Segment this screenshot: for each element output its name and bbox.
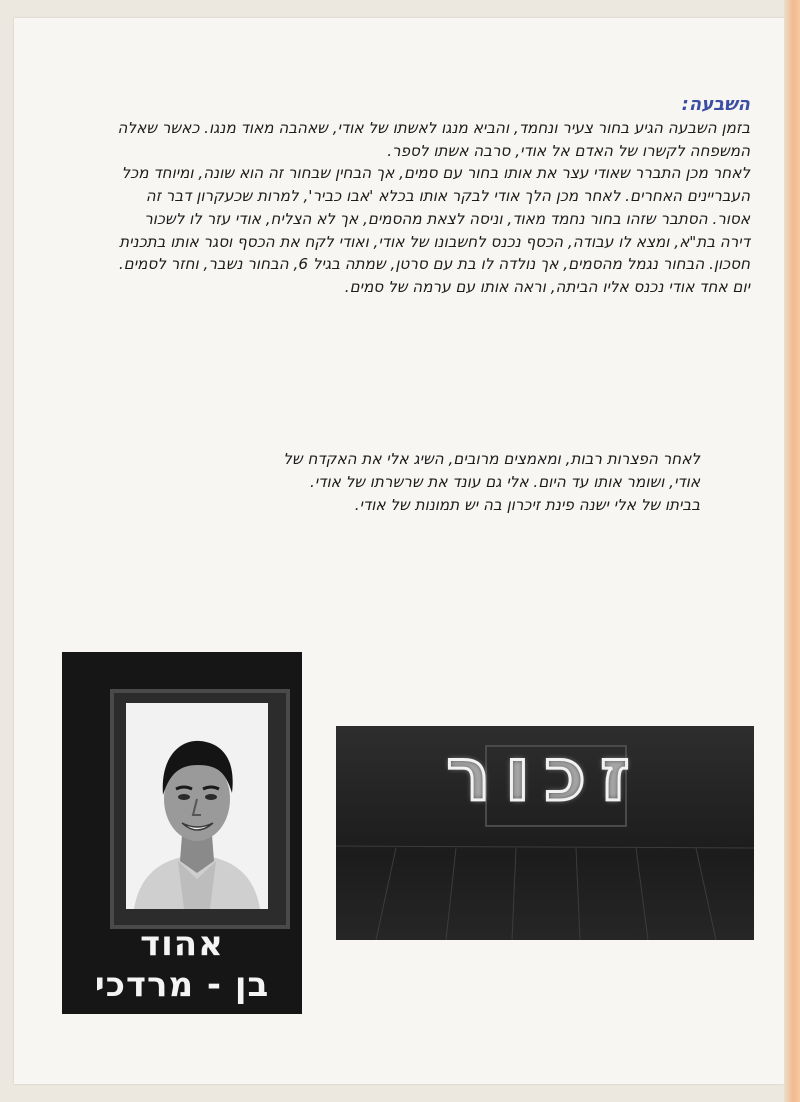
- story-paragraph-1: בזמן השבעה הגיע בחור צעיר ונחמד, והביא מנגו לאשתו של אודי, שאהבה מאוד מנגו. כאשר שאלה המשפחה לקשרו של האדם אל אודי, סרבה אשתו לספר.: [117, 119, 750, 160]
- name-plate: [68, 924, 296, 1006]
- portrait-frame: [110, 689, 290, 929]
- story-text: [110, 117, 750, 299]
- memorial-photo: [62, 652, 302, 1014]
- closing-paragraph-1: לאחר הפצרות רבות, ומאמצים מרובים, השיג אלי את האקדח של אודי, ושומר אותו עד היום. אלי גם עונד את שרשרתו של אודי.: [283, 450, 700, 491]
- fire-letters: זכור: [446, 732, 644, 818]
- portrait-image: [126, 703, 268, 909]
- closing-paragraph-2: בביתו של אלי ישנה פינת זיכרון בה יש תמונות של אודי.: [354, 496, 700, 514]
- story-paragraph-2: לאחר מכן התברר שאודי עצר את אותו בחור עם סמים, אך הבחין שבחור זה הוא שונה, ומיוחד מכל העבריינים האחרים. לאחר מכן הלך אודי לבקר אותו בכלא 'אבו כביר', למרות שכעקרון דבר זה אסור. הסתבר שזהו בחור נחמד מאוד, וניסה לצאת מהסמים, אך לא הצליח, אודי עזר לו לשכור דירה בת"א, ומצא לו עבודה, הכסף נכנס לחשבונו של אודי, ואודי לקח את הכסף וסגר אותו בתכנית חסכון. הבחור נגמל מהסמים, אך נולדה לו בת עם סרטן, שמתה בגיל 6, הבחור נשבר, וחזר לסמים. יום אחד אודי נכנס אליו הביתה, וראה אותו עם ערמה של סמים.: [118, 164, 750, 296]
- portrait-mat: [126, 703, 268, 909]
- binder-edge: [784, 0, 800, 1102]
- memorial-name-first: אהוד: [140, 924, 224, 964]
- memorial-name-last: בן - מרדכי: [94, 965, 270, 1005]
- section-heading: השבעה:: [681, 94, 750, 115]
- fire-sign-photo: [336, 726, 754, 940]
- closing-text: [250, 448, 700, 517]
